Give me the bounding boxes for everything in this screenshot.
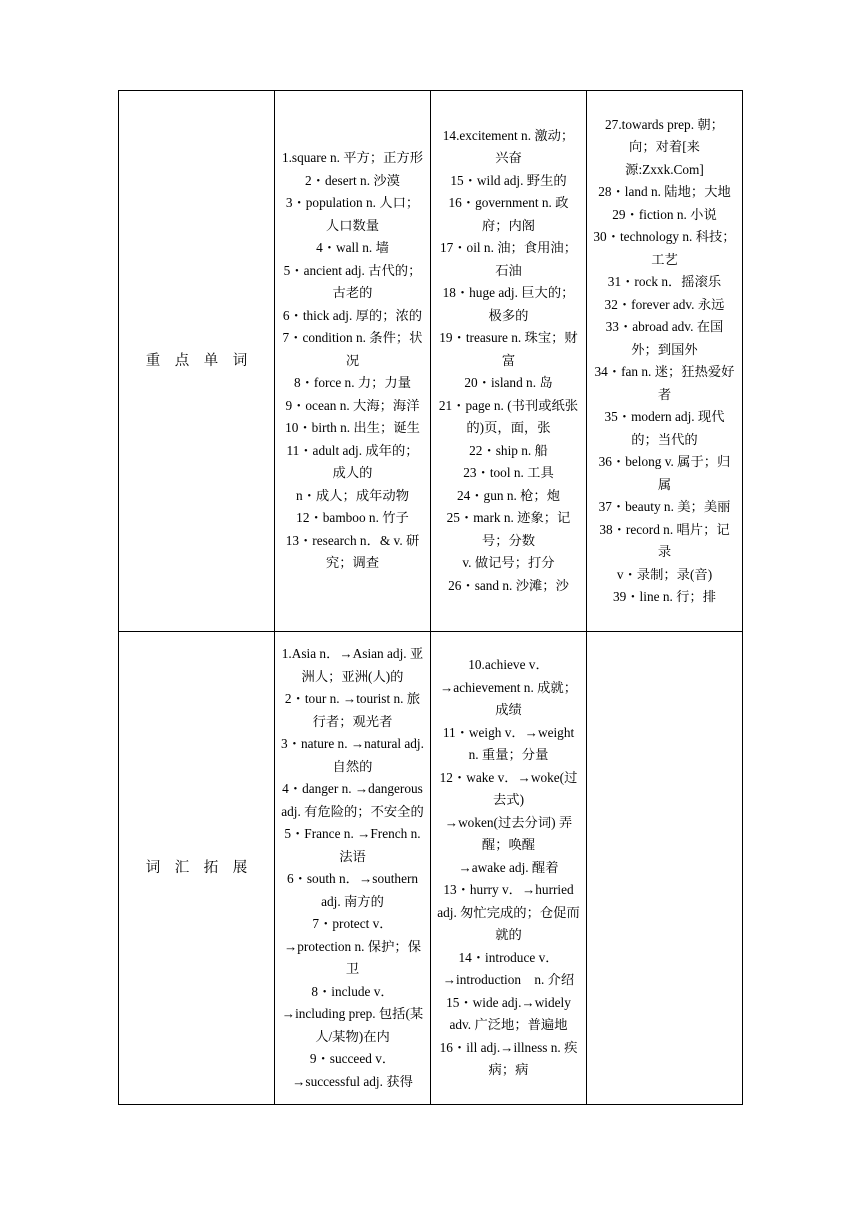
word-entry: 24・gun n. 枪；炮 bbox=[456, 487, 561, 503]
word-entry: 17・oil n. 油；食用油；石油 bbox=[439, 240, 578, 278]
word-entry: 12・bamboo n. 竹子 bbox=[296, 510, 409, 526]
word-entry: 2・desert n. 沙漠 bbox=[305, 172, 400, 188]
word-entry: 12・wake v．→woke(过去式) bbox=[439, 769, 578, 808]
word-column bbox=[431, 632, 587, 1105]
word-entry: v・录制；录(音) bbox=[616, 566, 713, 582]
word-entry: 13・research n．& v. 研究；调查 bbox=[285, 532, 420, 571]
row-label-vocab-expansion bbox=[119, 632, 275, 1105]
word-entry: 32・forever adv. 永远 bbox=[604, 296, 725, 312]
word-entry: 22・ship n. 船 bbox=[469, 442, 548, 458]
word-entry: n・成人；成年动物 bbox=[295, 487, 410, 503]
word-entry: 29・fiction n. 小说 bbox=[612, 206, 717, 222]
word-entry: 1.square n. 平方；正方形 bbox=[281, 150, 424, 166]
word-entry: 39・line n. 行；排 bbox=[612, 589, 717, 604]
word-entry: 20・island n. 岛 bbox=[464, 375, 553, 391]
word-entry: 9・succeed v．→successful adj. 获得 bbox=[292, 1051, 413, 1089]
word-entry: 21・page n. (书刊或纸张的)页，面，张 bbox=[438, 397, 579, 436]
word-entry: →woken(过去分词) 弄醒；唤醒 bbox=[444, 814, 573, 853]
word-entry: 26・sand n. 沙滩；沙 bbox=[448, 577, 569, 593]
word-entry: 36・belong v. 属于；归属 bbox=[598, 454, 731, 492]
word-entry: 8・force n. 力；力量 bbox=[293, 375, 412, 391]
word-column bbox=[275, 632, 431, 1105]
word-entry: 7・protect v．→protection n. 保护；保卫 bbox=[283, 916, 421, 976]
word-entry: v. 做记号；打分 bbox=[462, 555, 555, 571]
word-column bbox=[587, 91, 743, 632]
word-entry: 18・huge adj. 巨大的；极多的 bbox=[442, 285, 575, 323]
word-entry: 33・abroad adv. 在国外；到国外 bbox=[605, 319, 724, 357]
word-entry: 30・technology n. 科技；工艺 bbox=[593, 229, 736, 267]
word-entry: 4・danger n. →dangerous adj. 有危险的；不安全的 bbox=[281, 781, 424, 819]
word-entry: 14.excitement n. 激动；兴奋 bbox=[442, 127, 575, 166]
word-entry: 37・beauty n. 美；美丽 bbox=[598, 499, 731, 514]
word-entry: 27.towards prep. 朝；向；对着[来源:Zxxk.Com] bbox=[605, 116, 724, 177]
row-label-text: 重 点 单 词 bbox=[145, 353, 248, 369]
word-entry: 16・ill adj.→illness n. 疾病；病 bbox=[439, 1039, 578, 1078]
word-column bbox=[275, 91, 431, 632]
word-entry: 4・wall n. 墙 bbox=[316, 240, 389, 256]
word-entry: 10.achieve v．→achievement n. 成就；成绩 bbox=[440, 657, 577, 718]
word-entry: 6・thick adj. 厚的；浓的 bbox=[282, 307, 423, 323]
word-entry: 5・France n. →French n. 法语 bbox=[284, 826, 421, 864]
word-entry: 16・government n. 政府；内阁 bbox=[448, 195, 569, 233]
word-column bbox=[431, 91, 587, 632]
word-column-empty bbox=[587, 632, 743, 1105]
table-row bbox=[119, 632, 743, 1105]
word-entry: 11・adult adj. 成年的；成人的 bbox=[286, 442, 419, 481]
word-entry: 15・wide adj.→widely adv. 广泛地；普遍地 bbox=[446, 994, 571, 1033]
word-entry: 9・ocean n. 大海；海洋 bbox=[285, 397, 420, 413]
word-entry: 5・ancient adj. 古代的；古老的 bbox=[283, 262, 422, 301]
word-entry: 13・hurry v．→hurried adj. 匆忙完成的；仓促而就的 bbox=[437, 882, 580, 943]
word-entry: 11・weigh v．→weight n. 重量；分量 bbox=[442, 724, 575, 763]
word-entry: 14・introduce v．→introduction n. 介绍 bbox=[442, 949, 575, 988]
word-entry: 19・treasure n. 珠宝；财富 bbox=[439, 330, 578, 368]
word-entry: 25・mark n. 迹象；记号；分数 bbox=[446, 510, 571, 548]
word-entry: 34・fan n. 迷；狂热爱好者 bbox=[594, 364, 735, 402]
vocabulary-table bbox=[118, 90, 743, 1105]
word-entry: 10・birth n. 出生；诞生 bbox=[285, 420, 420, 436]
word-entry: 31・rock n．摇滚乐 bbox=[607, 274, 722, 289]
word-entry: 23・tool n. 工具 bbox=[463, 465, 554, 481]
word-entry: 28・land n. 陆地；大地 bbox=[598, 184, 731, 199]
word-entry: 1.Asia n．→Asian adj. 亚洲人；亚洲(人)的 bbox=[281, 646, 424, 684]
table-row bbox=[119, 91, 743, 632]
word-entry: 2・tour n. →tourist n. 旅行者；观光者 bbox=[284, 691, 421, 729]
word-entry: 3・nature n. →natural adj. 自然的 bbox=[281, 736, 424, 774]
word-entry: 15・wild adj. 野生的 bbox=[450, 172, 567, 188]
row-label-key-words bbox=[119, 91, 275, 632]
word-entry: 6・south n．→southern adj. 南方的 bbox=[286, 871, 419, 909]
word-entry: 35・modern adj. 现代的；当代的 bbox=[604, 409, 725, 447]
word-entry: →awake adj. 醒着 bbox=[458, 859, 559, 875]
word-entry: 7・condition n. 条件；状况 bbox=[282, 330, 423, 368]
row-label-text: 词 汇 拓 展 bbox=[145, 860, 248, 876]
word-entry: 38・record n. 唱片；记录 bbox=[599, 521, 730, 559]
word-entry: 3・population n. 人口；人口数量 bbox=[285, 195, 420, 233]
word-entry: 8・include v．→including prep. 包括(某人/某物)在内 bbox=[281, 983, 424, 1044]
